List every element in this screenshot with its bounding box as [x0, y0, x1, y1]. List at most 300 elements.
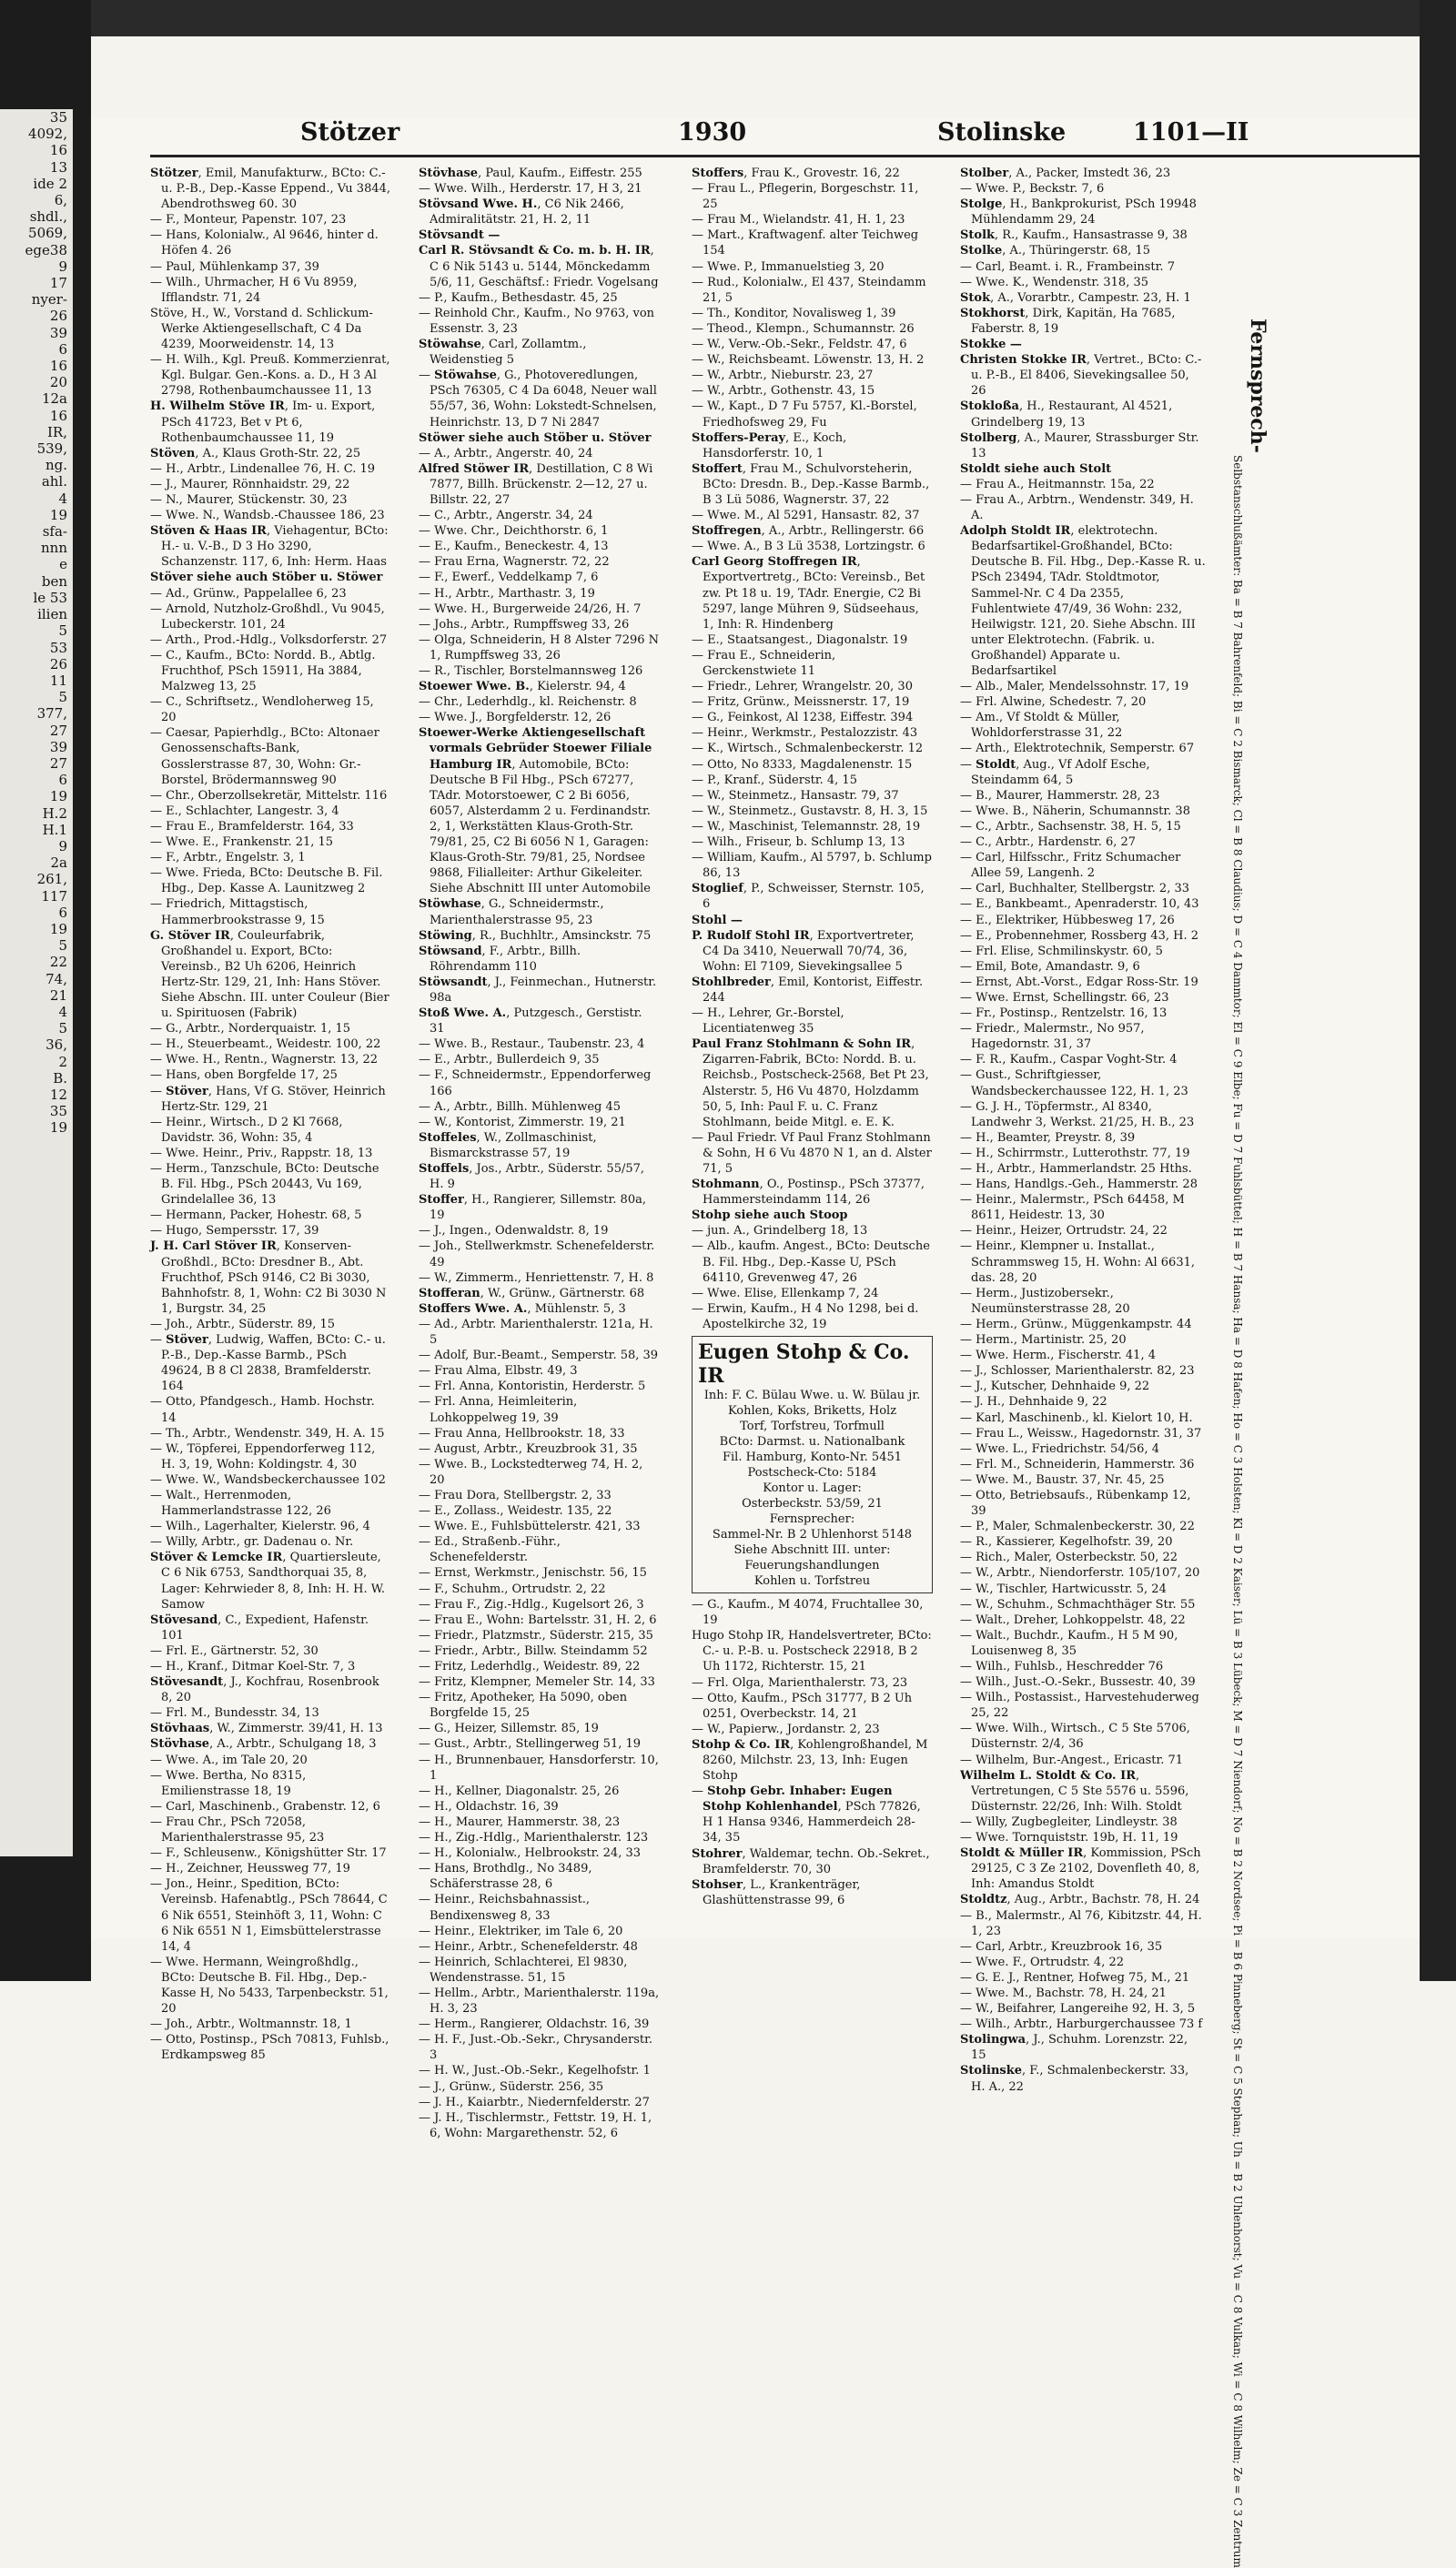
- previous-page-fragment: 26: [49, 308, 67, 325]
- directory-entry: — H., Kranf., Ditmar Koel-Str. 7, 3: [150, 1660, 356, 1673]
- previous-page-fragment: 19: [49, 788, 67, 805]
- directory-entry: — Wwe. Herm., Fischerstr. 41, 4: [960, 1349, 1156, 1363]
- directory-entry: — F., Arbtr., Engelstr. 3, 1: [150, 851, 306, 865]
- directory-entry: — Hermann, Packer, Hohestr. 68, 5: [150, 1208, 362, 1223]
- directory-entry: — Th., Konditor, Novalisweg 1, 39: [692, 306, 896, 320]
- directory-entry: — W., Kontorist, Zimmerstr. 19, 21: [419, 1115, 626, 1129]
- directory-entry: — W., Töpferei, Eppendorferweg 112, H. 3, 19, Wohn: Koldingstr. 4, 30: [150, 1441, 376, 1471]
- directory-entry: — J., Maurer, Rönnhaidstr. 29, 22: [150, 477, 350, 491]
- directory-entry: — Wilh., Friseur, b. Schlump 13, 13: [692, 835, 905, 850]
- previous-page-fragment: 19: [49, 920, 67, 937]
- directory-entry: Paul Franz Stohlmann & Sohn IR, Zigarren-Fabrik, BCto: Nordd. B. u. Reichsb., Postscheck-2568, Bet Pt 23, Alsterstr. 5, H6 Vu 4870, Holzdamm 50, 5, Inh: Paul F. u. C. Franz Stohlmann, beide Mitgl. e. E. K.: [692, 1037, 929, 1129]
- previous-page-fragment: 27: [49, 754, 67, 772]
- directory-entry: — E., Bankbeamt., Apenraderstr. 10, 43: [960, 897, 1199, 912]
- previous-page-fragment: 5: [58, 1020, 67, 1037]
- directory-entry: Christen Stokke IR, Vertret., BCto: C.- u. P.-B., El 8406, Sievekingsallee 50, 26: [960, 353, 1202, 399]
- previous-page-fragment: nyer-: [31, 291, 67, 308]
- previous-page-fragment: IR,: [47, 423, 67, 440]
- directory-entry: — Friedr., Arbtr., Billw. Steindamm 52: [419, 1643, 648, 1658]
- directory-entry: Stoglief, P., Schweisser, Sternstr. 105, 6: [692, 882, 925, 912]
- directory-entry: — C., Schriftsetz., Wendloherweg 15, 20: [150, 695, 374, 725]
- directory-entry: — C., Arbtr., Hardenstr. 6, 27: [960, 835, 1137, 850]
- previous-page-fragment: 5: [58, 622, 67, 640]
- directory-entry: — Joh., Arbtr., Süderstr. 89, 15: [150, 1317, 336, 1331]
- directory-entry: — Ernst, Werkmstr., Jenischstr. 56, 15: [419, 1566, 647, 1581]
- directory-entry: — Hans, oben Borgfelde 17, 25: [150, 1068, 338, 1083]
- directory-entry: — Stoldt, Aug., Vf Adolf Esche, Steindamm 64, 5: [960, 757, 1150, 787]
- previous-page-fragment: 9: [58, 837, 67, 854]
- directory-entry: — Frau L., Weissw., Hagedornstr. 31, 37: [960, 1426, 1202, 1441]
- directory-entry: — Stöver, Hans, Vf G. Stöver, Heinrich Hertz-Str. 129, 21: [150, 1084, 386, 1114]
- directory-entry: — Heinr., Elektriker, im Tale 6, 20: [419, 1924, 623, 1938]
- directory-entry: Stövhase, A., Arbtr., Schulgang 18, 3: [150, 1737, 377, 1752]
- directory-entry: — F., Schuhm., Ortrudstr. 2, 22: [419, 1582, 606, 1596]
- directory-entry: — Friedr., Malermstr., No 957, Hagedornstr. 31, 37: [960, 1022, 1145, 1052]
- directory-entry: — Ad., Arbtr. Marienthalerstr. 121a, H. 5: [419, 1317, 653, 1348]
- previous-page-fragment: 4092,: [28, 126, 67, 143]
- directory-entry: — Fritz, Lederhdlg., Weidestr. 89, 22: [419, 1660, 641, 1673]
- directory-entry: — N., Maurer, Stückenstr. 30, 23: [150, 492, 348, 507]
- directory-entry: G. Stöver IR, Couleurfabrik, Großhandel u. Export, BCto: Vereinsb., B2 Uh 6206, Heinrich Hertz-Str. 129, 21, Inh: Hans Stöver. Siehe Abschn. III. unter Couleur (Bier u. Spirituosen (Fabrik): [150, 928, 389, 1021]
- header-last-entry: Stolinske: [937, 118, 1067, 147]
- directory-entry: — Wwe. E., Fuhlsbüttelerstr. 421, 33: [419, 1520, 641, 1534]
- directory-entry: Stolk, R., Kaufm., Hansastrasse 9, 38: [960, 228, 1188, 243]
- directory-entry: — Otto, Pfandgesch., Hamb. Hochstr. 14: [150, 1395, 375, 1425]
- directory-entry: — Carl, Hilfsschr., Fritz Schumacher Allee 59, Langenh. 2: [960, 851, 1181, 881]
- directory-entry: — F., Schleusenw., Königshütter Str. 17: [150, 1846, 387, 1861]
- directory-entry: — C., Arbtr., Sachsenstr. 38, H. 5, 15: [960, 819, 1181, 834]
- directory-entry: — Stohp Gebr. Inhaber: Eugen Stohp Kohlenhandel, PSch 77826, H 1 Hansa 9346, Hammerdeich 28-34, 35: [692, 1784, 921, 1845]
- directory-entry: Stoewer-Werke Aktiengesellschaft vormals Gebrüder Stoewer Filiale Hamburg IR, Automobile, BCto: Deutsche B Fil Hbg., PSch 67277, TAdr. Motorstoewer, C 2 Bi 6056, 6057, Alsterdamm 2 u. Ferdinandstr. 2, 1, Werkstätten Klaus-Groth-Str. 79/81, 25, C2 Bi 6056 N 1, Garagen: Klaus-Groth-Str. 79/81, 25, Nordsee 9868, Filialleiter: Arthur Gikeleiter. Siehe Abschnitt III unter Automobile: [419, 726, 652, 896]
- previous-page-fragment: 35: [49, 109, 67, 126]
- directory-entry: — H., Brunnenbauer, Hansdorferstr. 10, 1: [419, 1753, 659, 1783]
- directory-entry: — Wilh., Fuhlsb., Heschredder 76: [960, 1660, 1164, 1673]
- directory-entry: — Herm., Rangierer, Oldachstr. 16, 39: [419, 2017, 650, 2032]
- directory-entry: — E., Arbtr., Bullerdeich 9, 35: [419, 1053, 600, 1067]
- column-1: [150, 166, 391, 2063]
- directory-entry: — H., Arbtr., Marthastr. 3, 19: [419, 586, 595, 601]
- directory-entry: — Wwe. Heinr., Priv., Rappstr. 18, 13: [150, 1146, 373, 1160]
- directory-entry: — Wwe. K., Wendenstr. 318, 35: [960, 275, 1149, 289]
- directory-entry: — Alb., Maler, Mendelssohnstr. 17, 19: [960, 680, 1189, 694]
- directory-entry: — Herm., Martinistr. 25, 20: [960, 1333, 1127, 1348]
- advertisement-line: Inh: F. C. Bülau Wwe. u. W. Bülau jr.: [703, 1389, 921, 1403]
- directory-entry: — H., Maurer, Hammerstr. 38, 23: [419, 1815, 621, 1829]
- directory-entry: — Wwe. Ernst, Schellingstr. 66, 23: [960, 990, 1169, 1005]
- directory-entry: — G., Heizer, Sillemstr. 85, 19: [419, 1722, 599, 1736]
- previous-page-fragment: 5069,: [28, 225, 67, 242]
- directory-entry: — Frl. Olga, Marienthalerstr. 73, 23: [692, 1675, 908, 1690]
- scan-border-top: [0, 0, 1456, 36]
- directory-entry: — Frau Dora, Stellbergstr. 2, 33: [419, 1488, 612, 1502]
- directory-entry: — Fr., Postinsp., Rentzelstr. 16, 13: [960, 1006, 1168, 1021]
- previous-page-fragment: 27: [49, 722, 67, 739]
- directory-entry: — Emil, Bote, Amandastr. 9, 6: [960, 959, 1140, 974]
- directory-entry: Stoß Wwe. A., Putzgesch., Gerstistr. 31: [419, 1006, 642, 1036]
- directory-entry: — Frl. Anna, Heimleiterin, Lohkoppelweg 19, 39: [419, 1395, 578, 1425]
- directory-entry: — Chr., Oberzollsekretär, Mittelstr. 116: [150, 788, 388, 803]
- previous-page-fragment: H.2: [42, 804, 67, 822]
- directory-entry: — Arnold, Nutzholz-Großhdl., Vu 9045, Lubeckerstr. 101, 24: [150, 602, 385, 632]
- advertisement-line: Fernsprecher:: [769, 1512, 855, 1527]
- directory-entry: — G. J. H., Töpfermstr., Al 8340, Landwehr 3, Werkst. 21/25, H. B., 23: [960, 1099, 1195, 1129]
- directory-entry: — Ed., Straßenb.-Führ., Schenefelderstr.: [419, 1535, 561, 1565]
- previous-page-fragment: sfa-: [42, 523, 67, 541]
- sidebar-title: Fernsprech-: [1246, 318, 1269, 453]
- directory-entry: — Erwin, Kaufm., H 4 No 1298, bei d. Apostelkirche 32, 19: [692, 1301, 919, 1331]
- directory-entry: Stok, A., Vorarbtr., Campestr. 23, H. 1: [960, 290, 1191, 305]
- previous-page-fragment: ng.: [45, 457, 67, 474]
- advertisement-line: Siehe Abschnitt III. unter:: [733, 1543, 891, 1558]
- directory-entry: — Otto, Betriebsaufs., Rübenkamp 12, 39: [960, 1488, 1191, 1519]
- directory-entry: Stoffers, Frau K., Grovestr. 16, 22: [692, 167, 900, 180]
- directory-entry: — Paul, Mühlenkamp 37, 39: [150, 259, 319, 274]
- directory-entry: Stöve, H., W., Vorstand d. Schlickum-Werke Aktiengesellschaft, C 4 Da 4239, Moorweidenstr. 14, 13: [150, 306, 373, 352]
- directory-entry: Stövsandt —: [419, 228, 500, 243]
- previous-page-fragment: 5: [58, 689, 67, 706]
- directory-entry: — Frau A., Arbtrn., Wendenstr. 349, H. A.: [960, 492, 1194, 523]
- directory-entry: — Gust., Schriftgiesser, Wandsbeckerchaussee 122, H. 1, 23: [960, 1068, 1188, 1098]
- directory-entry: — Wwe. Hermann, Weingroßhdlg., BCto: Deutsche B. Fil. Hbg., Dep.-Kasse H, No 5433, Tarpenbeckstr. 51, 20: [150, 1955, 389, 2017]
- advertisement-line: Sammel-Nr. B 2 Uhlenhorst 5148: [712, 1528, 913, 1542]
- directory-entry: — Hugo, Sempersstr. 17, 39: [150, 1224, 319, 1239]
- directory-entry: Stoffers-Peray, E., Koch, Hansdorferstr. 10, 1: [692, 430, 847, 460]
- directory-entry: — Wwe. L., Friedrichstr. 54/56, 4: [960, 1441, 1159, 1456]
- directory-entry: — Frau A., Heitmannstr. 15a, 22: [960, 477, 1155, 491]
- scan-border-right: [1420, 0, 1456, 1981]
- directory-entry: — A., Arbtr., Billh. Mühlenweg 45: [419, 1099, 622, 1114]
- previous-page-fragment: 13: [49, 158, 67, 176]
- directory-entry: — W., Kapt., D 7 Fu 5757, Kl.-Borstel, Friedhofsweg 29, Fu: [692, 399, 917, 430]
- directory-entry: — Herm., Justizobersekr., Neumünsterstrasse 28, 20: [960, 1286, 1130, 1316]
- directory-entry: Stofferan, W., Grünw., Gärtnerstr. 68: [419, 1286, 645, 1300]
- directory-entry: Stolge, H., Bankprokurist, PSch 19948 Mühlendamm 29, 24: [960, 197, 1197, 227]
- directory-entry: — Chr., Lederhdlg., kl. Reichenstr. 8: [419, 695, 637, 710]
- directory-entry: Stoffels, Jos., Arbtr., Süderstr. 55/57, H. 9: [419, 1162, 645, 1192]
- directory-entry: — Herm., Grünw., Müggenkampstr. 44: [960, 1317, 1192, 1331]
- directory-entry: — Reinhold Chr., Kaufm., No 9763, von Essenstr. 3, 23: [419, 306, 655, 336]
- directory-entry: — Wwe. N., Wandsb.-Chaussee 186, 23: [150, 509, 385, 523]
- column-4: [960, 166, 1206, 2094]
- directory-entry: — Carl, Maschinenb., Grabenstr. 12, 6: [150, 1799, 380, 1814]
- directory-entry: — Frau M., Wielandstr. 41, H. 1, 23: [692, 213, 905, 227]
- directory-entry: Stoffregen, A., Arbtr., Rellingerstr. 66: [692, 524, 925, 539]
- directory-entry: — G., Arbtr., Norderquaistr. 1, 15: [150, 1022, 351, 1036]
- directory-entry: — Wwe. B., Lockstedterweg 74, H. 2, 20: [419, 1457, 643, 1487]
- directory-entry: Stövsand Wwe. H., C6 Nik 2466, Admiralitätstr. 21, H. 2, 11: [419, 197, 624, 227]
- directory-entry: Hugo Stohp IR, Handelsvertreter, BCto: C.- u. P.-B. u. Postscheck 22918, B 2 Uh 1172, Richterstr. 15, 21: [692, 1629, 932, 1674]
- directory-entry: — Caesar, Papierhdlg., BCto: Altonaer Genossenschafts-Bank, Gosslerstrasse 87, 30, Wohn: Gr.-Borstel, Brödermannsweg 90: [150, 726, 379, 787]
- directory-entry: Stövhaas, W., Zimmerstr. 39/41, H. 13: [150, 1722, 383, 1736]
- directory-entry: — Stöver, Ludwig, Waffen, BCto: C.- u. P.-B., Dep.-Kasse Barmb., PSch 49624, B 8 Cl 2838, Bramfelderstr. 164: [150, 1333, 386, 1394]
- directory-entry: — Wilh., Uhrmacher, H 6 Vu 8959, Ifflandstr. 71, 24: [150, 275, 358, 305]
- directory-entry: Stövhase, Paul, Kaufm., Eiffestr. 255: [419, 167, 642, 180]
- directory-entry: — H., Steuerbeamt., Weidestr. 100, 22: [150, 1037, 381, 1052]
- previous-page-fragment: 19: [49, 1119, 67, 1137]
- directory-entry: — C., Kaufm., BCto: Nordd. B., Abtlg. Fruchthof, PSch 15911, Ha 3884, Malzweg 13, 25: [150, 648, 376, 694]
- advertisement-title: Eugen Stohp & Co. IR: [698, 1340, 910, 1389]
- directory-entry: — William, Kaufm., Al 5797, b. Schlump 86, 13: [692, 851, 932, 881]
- directory-entry: — R., Tischler, Borstelmannsweg 126: [419, 664, 643, 678]
- directory-entry: Stoffer, H., Rangierer, Sillemstr. 80a, 19: [419, 1193, 646, 1223]
- previous-page-fragment: H.1: [42, 821, 67, 838]
- previous-page-fragment: 74,: [46, 970, 67, 987]
- directory-entry: — J., Grünw., Süderstr. 256, 35: [419, 2079, 604, 2094]
- directory-entry: — W., Arbtr., Niendorferstr. 105/107, 20: [960, 1566, 1200, 1581]
- previous-page-edge: [0, 109, 73, 1856]
- previous-page-fragment: 6: [58, 340, 67, 358]
- previous-page-fragment: shdl.,: [29, 208, 67, 226]
- previous-page-fragment: 5: [58, 937, 67, 955]
- directory-entry: — Alb., kaufm. Angest., BCto: Deutsche B. Fil. Hbg., Dep.-Kasse U, PSch 64110, Grevenweg 47, 26: [692, 1239, 930, 1285]
- previous-page-fragment: 6: [58, 904, 67, 921]
- directory-entry: Carl R. Stövsandt & Co. m. b. H. IR, C 6 Nik 5143 u. 5144, Mönckedamm 5/6, 11, Geschäftsf.: Friedr. Vogelsang: [419, 244, 659, 289]
- directory-entry: Stöwsand, F., Arbtr., Billh. Röhrendamm 110: [419, 944, 581, 974]
- advertisement-line: Kohlen, Koks, Briketts, Holz: [727, 1404, 897, 1419]
- directory-entry: — E., Probennehmer, Rossberg 43, H. 2: [960, 928, 1199, 943]
- directory-entry: — Wwe. Wilh., Wirtsch., C 5 Ste 5706, Düsternstr. 2/4, 36: [960, 1722, 1190, 1752]
- directory-entry: — Herm., Tanzschule, BCto: Deutsche B. Fil. Hbg., PSch 20443, Vu 169, Grindelallee 36, 13: [150, 1162, 379, 1208]
- directory-entry: — P., Kranf., Süderstr. 4, 15: [692, 773, 857, 787]
- previous-page-fragment: 53: [49, 639, 67, 656]
- directory-entry: — E., Staatsangest., Diagonalstr. 19: [692, 632, 908, 647]
- directory-entry: — Hans, Handlgs.-Geh., Hammerstr. 28: [960, 1178, 1198, 1192]
- directory-entry: — W., Arbtr., Nieburstr. 23, 27: [692, 369, 874, 383]
- previous-page-fragment: 2: [58, 1053, 67, 1070]
- directory-entry: — E., Zollass., Weidestr. 135, 22: [419, 1504, 612, 1519]
- directory-entry: — W., Steinmetz., Hansastr. 79, 37: [692, 788, 899, 803]
- advertisement-line: Postscheck-Cto: 5184: [747, 1466, 877, 1481]
- directory-entry: — Heinr., Wirtsch., D 2 Kl 7668, Davidstr. 36, Wohn: 35, 4: [150, 1115, 343, 1145]
- directory-entry: Stöwsandt, J., Feinmechan., Hutnerstr. 98a: [419, 975, 657, 1005]
- directory-entry: — Wwe. F., Ortrudstr. 4, 22: [960, 1955, 1125, 1969]
- directory-entry: — H. F., Just.-Ob.-Sekr., Chrysanderstr. 3: [419, 2033, 653, 2063]
- directory-entry: Alfred Stöwer IR, Destillation, C 8 Wi 7877, Billh. Brückenstr. 2—12, 27 u. Billstr. 22, 27: [419, 461, 653, 507]
- directory-entry: H. Wilhelm Stöve IR, Im- u. Export, PSch 41723, Bet v Pt 6, Rothenbaumchaussee 11, 19: [150, 399, 376, 445]
- directory-entry: Stoffers Wwe. A., Mühlenstr. 5, 3: [419, 1301, 626, 1316]
- directory-entry: — Wwe. M., Bachstr. 78, H. 24, 21: [960, 1986, 1167, 2000]
- directory-entry: — Walt., Dreher, Lohkoppelstr. 48, 22: [960, 1613, 1186, 1627]
- directory-entry: — Wwe. A., im Tale 20, 20: [150, 1753, 308, 1767]
- directory-entry: — Arth., Elektrotechnik, Semperstr. 67: [960, 742, 1195, 756]
- directory-entry: — Wwe. H., Rentn., Wagnerstr. 13, 22: [150, 1053, 379, 1067]
- directory-entry: — Frau E., Wohn: Bartelsstr. 31, H. 2, 6: [419, 1613, 657, 1627]
- directory-entry: — Karl, Maschinenb., kl. Kielort 10, H.: [960, 1410, 1193, 1425]
- previous-page-fragment: 9: [58, 258, 67, 275]
- directory-entry: — J. H., Tischlermstr., Fettstr. 19, H. 1, 6, Wohn: Margarethenstr. 52, 6: [419, 2110, 652, 2140]
- directory-entry: — Wwe. M., Baustr. 37, Nr. 45, 25: [960, 1472, 1165, 1487]
- directory-entry: — Wwe. Elise, Ellenkamp 7, 24: [692, 1286, 879, 1300]
- directory-entry: Carl Georg Stoffregen IR, Exportvertretg., BCto: Vereinsb., Bet zw. Pt 18 u. 19, TAdr. Energie, C2 Bi 5297, lange Mühren 9, Südseehaus, 1, Inh: R. Hindenberg: [692, 555, 925, 632]
- directory-entry: — Johs., Arbtr., Rumpffsweg 33, 26: [419, 617, 630, 632]
- directory-entry: — H., Zeichner, Heussweg 77, 19: [150, 1862, 350, 1876]
- directory-entry: Stoldt siehe auch Stolt: [960, 461, 1112, 476]
- directory-entry: — G., Kaufm., M 4074, Fruchtallee 30, 19: [692, 1598, 924, 1628]
- directory-entry: — W., Maschinist, Telemannstr. 28, 19: [692, 819, 921, 834]
- directory-entry: — Am., Vf Stoldt & Müller, Wohldorferstrasse 31, 22: [960, 711, 1123, 741]
- directory-entry: — W., Reichsbeamt. Löwenstr. 13, H. 2: [692, 353, 925, 368]
- advertisement-box: [692, 1336, 933, 1593]
- directory-entry: — Heinr., Arbtr., Schenefelderstr. 48: [419, 1939, 638, 1954]
- advertisement-line: Feuerungshandlungen: [744, 1559, 880, 1573]
- directory-entry: — H., Kolonialw., Helbrookstr. 24, 33: [419, 1846, 642, 1861]
- directory-entry: — Frau Anna, Hellbrookstr. 18, 33: [419, 1426, 625, 1441]
- directory-entry: — Frl. E., Gärtnerstr. 52, 30: [150, 1643, 318, 1658]
- directory-entry: Wilhelm L. Stoldt & Co. IR, Vertretungen, C 5 Ste 5576 u. 5596, Düsternstr. 22/26, Inh: Wilh. Stoldt: [960, 1768, 1189, 1814]
- header-first-entry: Stötzer: [300, 118, 400, 147]
- directory-entry: Stöven, A., Klaus Groth-Str. 22, 25: [150, 446, 361, 460]
- directory-entry: — Wwe. M., Al 5291, Hansastr. 82, 37: [692, 509, 920, 523]
- directory-entry: — Mart., Kraftwagenf. alter Teichweg 154: [692, 228, 919, 258]
- directory-entry: — Frl. Anna, Kontoristin, Herderstr. 5: [419, 1380, 646, 1394]
- directory-entry: — Frau E., Schneiderin, Gerckenstwiete 11: [692, 648, 836, 678]
- directory-entry: — Wwe. P., Immanuelstieg 3, 20: [692, 259, 885, 274]
- directory-entry: — Joh., Stellwerkmstr. Schenefelderstr. 49: [419, 1239, 655, 1269]
- directory-entry: — F. R., Kaufm., Caspar Voght-Str. 4: [960, 1053, 1178, 1067]
- directory-entry: Stolingwa, J., Schuhm. Lorenzstr. 22, 15: [960, 2033, 1188, 2063]
- directory-entry: Stövesandt, J., Kochfrau, Rosenbrook 8, 20: [150, 1675, 379, 1705]
- directory-entry: — C., Arbtr., Angerstr. 34, 24: [419, 509, 593, 523]
- directory-entry: — Joh., Arbtr., Woltmannstr. 18, 1: [150, 2017, 352, 2032]
- directory-entry: Stohp & Co. IR, Kohlengroßhandel, M 8260, Milchstr. 23, 13, Inh: Eugen Stohp: [692, 1737, 928, 1784]
- directory-entry: — Olga, Schneiderin, H 8 Alster 7296 N 1, Rumpffsweg 33, 26: [419, 632, 660, 662]
- directory-entry: — Wwe. Chr., Deichthorstr. 6, 1: [419, 524, 609, 539]
- directory-entry: — Wwe. B., Restaur., Taubenstr. 23, 4: [419, 1037, 645, 1052]
- directory-entry: — Otto, Kaufm., PSch 31777, B 2 Uh 0251, Overbeckstr. 14, 21: [692, 1691, 913, 1721]
- directory-entry: — Wwe. Wilh., Herderstr. 17, H 3, 21: [419, 182, 642, 197]
- previous-page-fragment: 17: [49, 275, 67, 292]
- directory-entry: — Fritz, Apotheker, Ha 5090, oben Borgfelde 15, 25: [419, 1691, 628, 1721]
- previous-page-fragment: 39: [49, 324, 67, 341]
- directory-entry: — Wwe. B., Näherin, Schumannstr. 38: [960, 804, 1190, 818]
- directory-entry: — Heinrich, Schlachterei, El 9830, Wendenstrasse. 51, 15: [419, 1955, 628, 1985]
- directory-entry: — W., Arbtr., Gothenstr. 43, 15: [692, 384, 875, 399]
- directory-entry: — W., Steinmetz., Gustavstr. 8, H. 3, 15: [692, 804, 928, 818]
- directory-entry: — Carl, Arbtr., Kreuzbrook 16, 35: [960, 1939, 1163, 1954]
- directory-entry: — Wilh., Just.-O.-Sekr., Bussestr. 40, 39: [960, 1675, 1196, 1690]
- directory-entry: — W., Schuhm., Schmachthäger Str. 55: [960, 1597, 1196, 1612]
- previous-page-fragment: 11: [49, 672, 67, 689]
- directory-entry: — Wilh., Lagerhalter, Kielerstr. 96, 4: [150, 1520, 370, 1534]
- directory-entry: — Paul Friedr. Vf Paul Franz Stohlmann & Sohn, H 6 Vu 4870 N 1, an d. Alster 71, 5: [692, 1130, 932, 1176]
- directory-entry: — Heinr., Malermstr., PSch 64458, M 8611, Heidestr. 13, 30: [960, 1193, 1185, 1223]
- directory-entry: — Heinr., Klempner u. Installat., Schrammsweg 15, H. Wohn: Al 6631, das. 28, 20: [960, 1239, 1195, 1285]
- previous-page-fragment: ege38: [25, 241, 67, 258]
- directory-entry: — Wilh., Arbtr., Harburgerchaussee 73 f: [960, 2017, 1203, 2032]
- advertisement-line: Osterbeckstr. 53/59, 21: [742, 1497, 883, 1511]
- previous-page-fragment: 4: [58, 490, 67, 507]
- previous-page-fragment: 377,: [36, 705, 67, 723]
- directory-entry: — Adolf, Bur.-Beamt., Semperstr. 58, 39: [419, 1349, 659, 1363]
- directory-entry: — Wwe. W., Wandsbeckerchaussee 102: [150, 1472, 386, 1487]
- directory-entry: — F., Schneidermstr., Eppendorferweg 166: [419, 1068, 652, 1098]
- directory-entry: — Carl, Buchhalter, Stellbergstr. 2, 33: [960, 882, 1190, 896]
- directory-entry: — H., Zig.-Hdlg., Marienthalerstr. 123: [419, 1831, 649, 1845]
- directory-entry: Stöver siehe auch Stöber u. Stöwer: [150, 571, 383, 585]
- previous-page-fragment: 20: [49, 374, 67, 391]
- directory-entry: — Hellm., Arbtr., Marienthalerstr. 119a, H. 3, 23: [419, 1986, 660, 2017]
- directory-entry: — P., Kaufm., Bethesdastr. 45, 25: [419, 290, 618, 305]
- directory-entry: — Wilh., Postassist., Harvestehuderweg 25, 22: [960, 1691, 1199, 1721]
- directory-entry: P. Rudolf Stohl IR, Exportvertreter, C4 Da 3410, Neuerwall 70/74, 36, Wohn: El 7109, Sievekingsallee 5: [692, 928, 915, 974]
- directory-entry: Stolber, A., Packer, Imstedt 36, 23: [960, 167, 1171, 180]
- directory-entry: Stötzer, Emil, Manufakturw., BCto: C.-u. P.-B., Dep.-Kasse Eppend., Vu 3844, Abendrothsweg 60. 30: [150, 167, 391, 212]
- directory-entry: — Arth., Prod.-Hdlg., Volksdorferstr. 27: [150, 632, 388, 647]
- directory-entry: — H., Schirrmstr., Lutterothstr. 77, 19: [960, 1146, 1190, 1160]
- directory-entry: — Rud., Kolonialw., El 437, Steindamm 21, 5: [692, 275, 926, 305]
- directory-entry: — H., Arbtr., Hammerlandstr. 25 Hths.: [960, 1162, 1192, 1176]
- directory-entry: Stöwer siehe auch Stöber u. Stöver: [419, 430, 652, 445]
- directory-entry: — J., Kutscher, Dehnhaide 9, 22: [960, 1380, 1150, 1394]
- previous-page-fragment: 4: [58, 1003, 67, 1020]
- directory-entry: — H. W., Just.-Ob.-Sekr., Kegelhofstr. 1: [419, 2064, 651, 2078]
- directory-entry: — Frau Erna, Wagnerstr. 72, 22: [419, 555, 610, 570]
- directory-entry: Stohrer, Waldemar, techn. Ob.-Sekret., Bramfelderstr. 70, 30: [692, 1846, 930, 1876]
- previous-page-fragment: 39: [49, 738, 67, 755]
- previous-page-fragment: ide 2: [33, 175, 67, 192]
- previous-page-fragment: nnn: [41, 540, 67, 557]
- directory-entry: — H., Beamter, Preystr. 8, 39: [960, 1130, 1136, 1145]
- directory-entry: Stoffeles, W., Zollmaschinist, Bismarckstrasse 57, 19: [419, 1130, 597, 1160]
- directory-entry: — Hans, Kolonialw., Al 9646, hinter d. Höfen 4. 26: [150, 228, 379, 258]
- directory-entry: — R., Kassierer, Kegelhofstr. 39, 20: [960, 1535, 1173, 1550]
- directory-entry: — Heinr., Werkmstr., Pestalozzistr. 43: [692, 726, 918, 741]
- directory-entry: — Wwe. A., B 3 Lü 3538, Lortzingstr. 6: [692, 540, 925, 554]
- directory-entry: — Frl. Elise, Schmilinskystr. 60, 5: [960, 944, 1163, 958]
- directory-entry: — J., Schlosser, Marienthalerstr. 82, 23: [960, 1364, 1195, 1379]
- directory-entry: Stoldt & Müller IR, Kommission, PSch 29125, C 3 Ze 2102, Dovenfleth 40, 8, Inh: Amandus Stoldt: [960, 1846, 1201, 1892]
- directory-entry: — H. Wilh., Kgl. Preuß. Kommerzienrat, Kgl. Bulgar. Gen.-Kons. a. D., H 3 Al 2798, Rothenbaumchaussee 11, 13: [150, 353, 390, 399]
- directory-entry: — Frl. M., Schneiderin, Hammerstr. 36: [960, 1457, 1195, 1471]
- directory-entry: — E., Elektriker, Hübbesweg 17, 26: [960, 913, 1175, 927]
- directory-entry: — Frau Chr., PSch 72058, Marienthalerstrasse 95, 23: [150, 1815, 325, 1845]
- previous-page-fragment: 22: [49, 954, 67, 971]
- directory-entry: — Ernst, Abt.-Vorst., Edgar Ross-Str. 19: [960, 975, 1198, 989]
- directory-entry: Stoewer Wwe. B., Kielerstr. 94, 4: [419, 680, 626, 694]
- directory-entry: Stöven & Haas IR, Viehagentur, BCto: H.- u. V.-B., D 3 Ho 3290, Schanzenstr. 117, 6, Inh: Herm. Haas: [150, 524, 389, 570]
- directory-entry: — Rich., Maler, Osterbeckstr. 50, 22: [960, 1551, 1178, 1565]
- directory-entry: — Friedr., Platzmstr., Süderstr. 215, 35: [419, 1628, 653, 1643]
- page-header: [300, 118, 1392, 155]
- directory-entry: — K., Wirtsch., Schmalenbeckerstr. 12: [692, 742, 924, 756]
- directory-entry: — Walt., Buchdr., Kaufm., H 5 M 90, Louisenweg 8, 35: [960, 1628, 1178, 1658]
- header-rule: [150, 155, 1420, 157]
- previous-page-fragment: ilien: [37, 606, 67, 623]
- previous-page-fragment: 16: [49, 407, 67, 424]
- directory-entry: — Frl. M., Bundesstr. 34, 13: [150, 1706, 319, 1721]
- directory-entry: — B., Malermstr., Al 76, Kibitzstr. 44, H. 1, 23: [960, 1908, 1202, 1938]
- directory-entry: — Wwe. E., Frankenstr. 21, 15: [150, 835, 334, 850]
- directory-entry: — Heinr., Reichsbahnassist., Bendixensweg 8, 33: [419, 1893, 591, 1923]
- directory-entry: — H., Lehrer, Gr.-Borstel, Licentiatenweg 35: [692, 1006, 844, 1036]
- directory-entry: — H., Kellner, Diagonalstr. 25, 26: [419, 1784, 620, 1798]
- directory-entry: — Friedr., Lehrer, Wrangelstr. 20, 30: [692, 680, 913, 694]
- directory-entry: Stohmann, O., Postinsp., PSch 37377, Hammersteindamm 114, 26: [692, 1178, 925, 1208]
- directory-entry: — A., Arbtr., Angerstr. 40, 24: [419, 446, 593, 460]
- previous-page-fragment: 12a: [41, 390, 67, 408]
- directory-entry: — W., Verw.-Ob.-Sekr., Feldstr. 47, 6: [692, 338, 907, 352]
- directory-entry: Stolinske, F., Schmalenbeckerstr. 33, H. A., 22: [960, 2064, 1189, 2094]
- directory-entry: — W., Tischler, Hartwicusstr. 5, 24: [960, 1582, 1167, 1596]
- previous-page-fragment: 117: [41, 887, 67, 905]
- directory-entry: — Frau E., Bramfelderstr. 164, 33: [150, 819, 354, 834]
- directory-entry: — Frau Alma, Elbstr. 49, 3: [419, 1364, 578, 1379]
- previous-page-fragment: 261,: [36, 871, 67, 888]
- directory-entry: — jun. A., Grindelberg 18, 13: [692, 1224, 868, 1239]
- previous-page-fragment: 26: [49, 655, 67, 672]
- previous-page-fragment: 16: [49, 358, 67, 375]
- directory-entry: — J. H., Dehnhaide 9, 22: [960, 1395, 1107, 1410]
